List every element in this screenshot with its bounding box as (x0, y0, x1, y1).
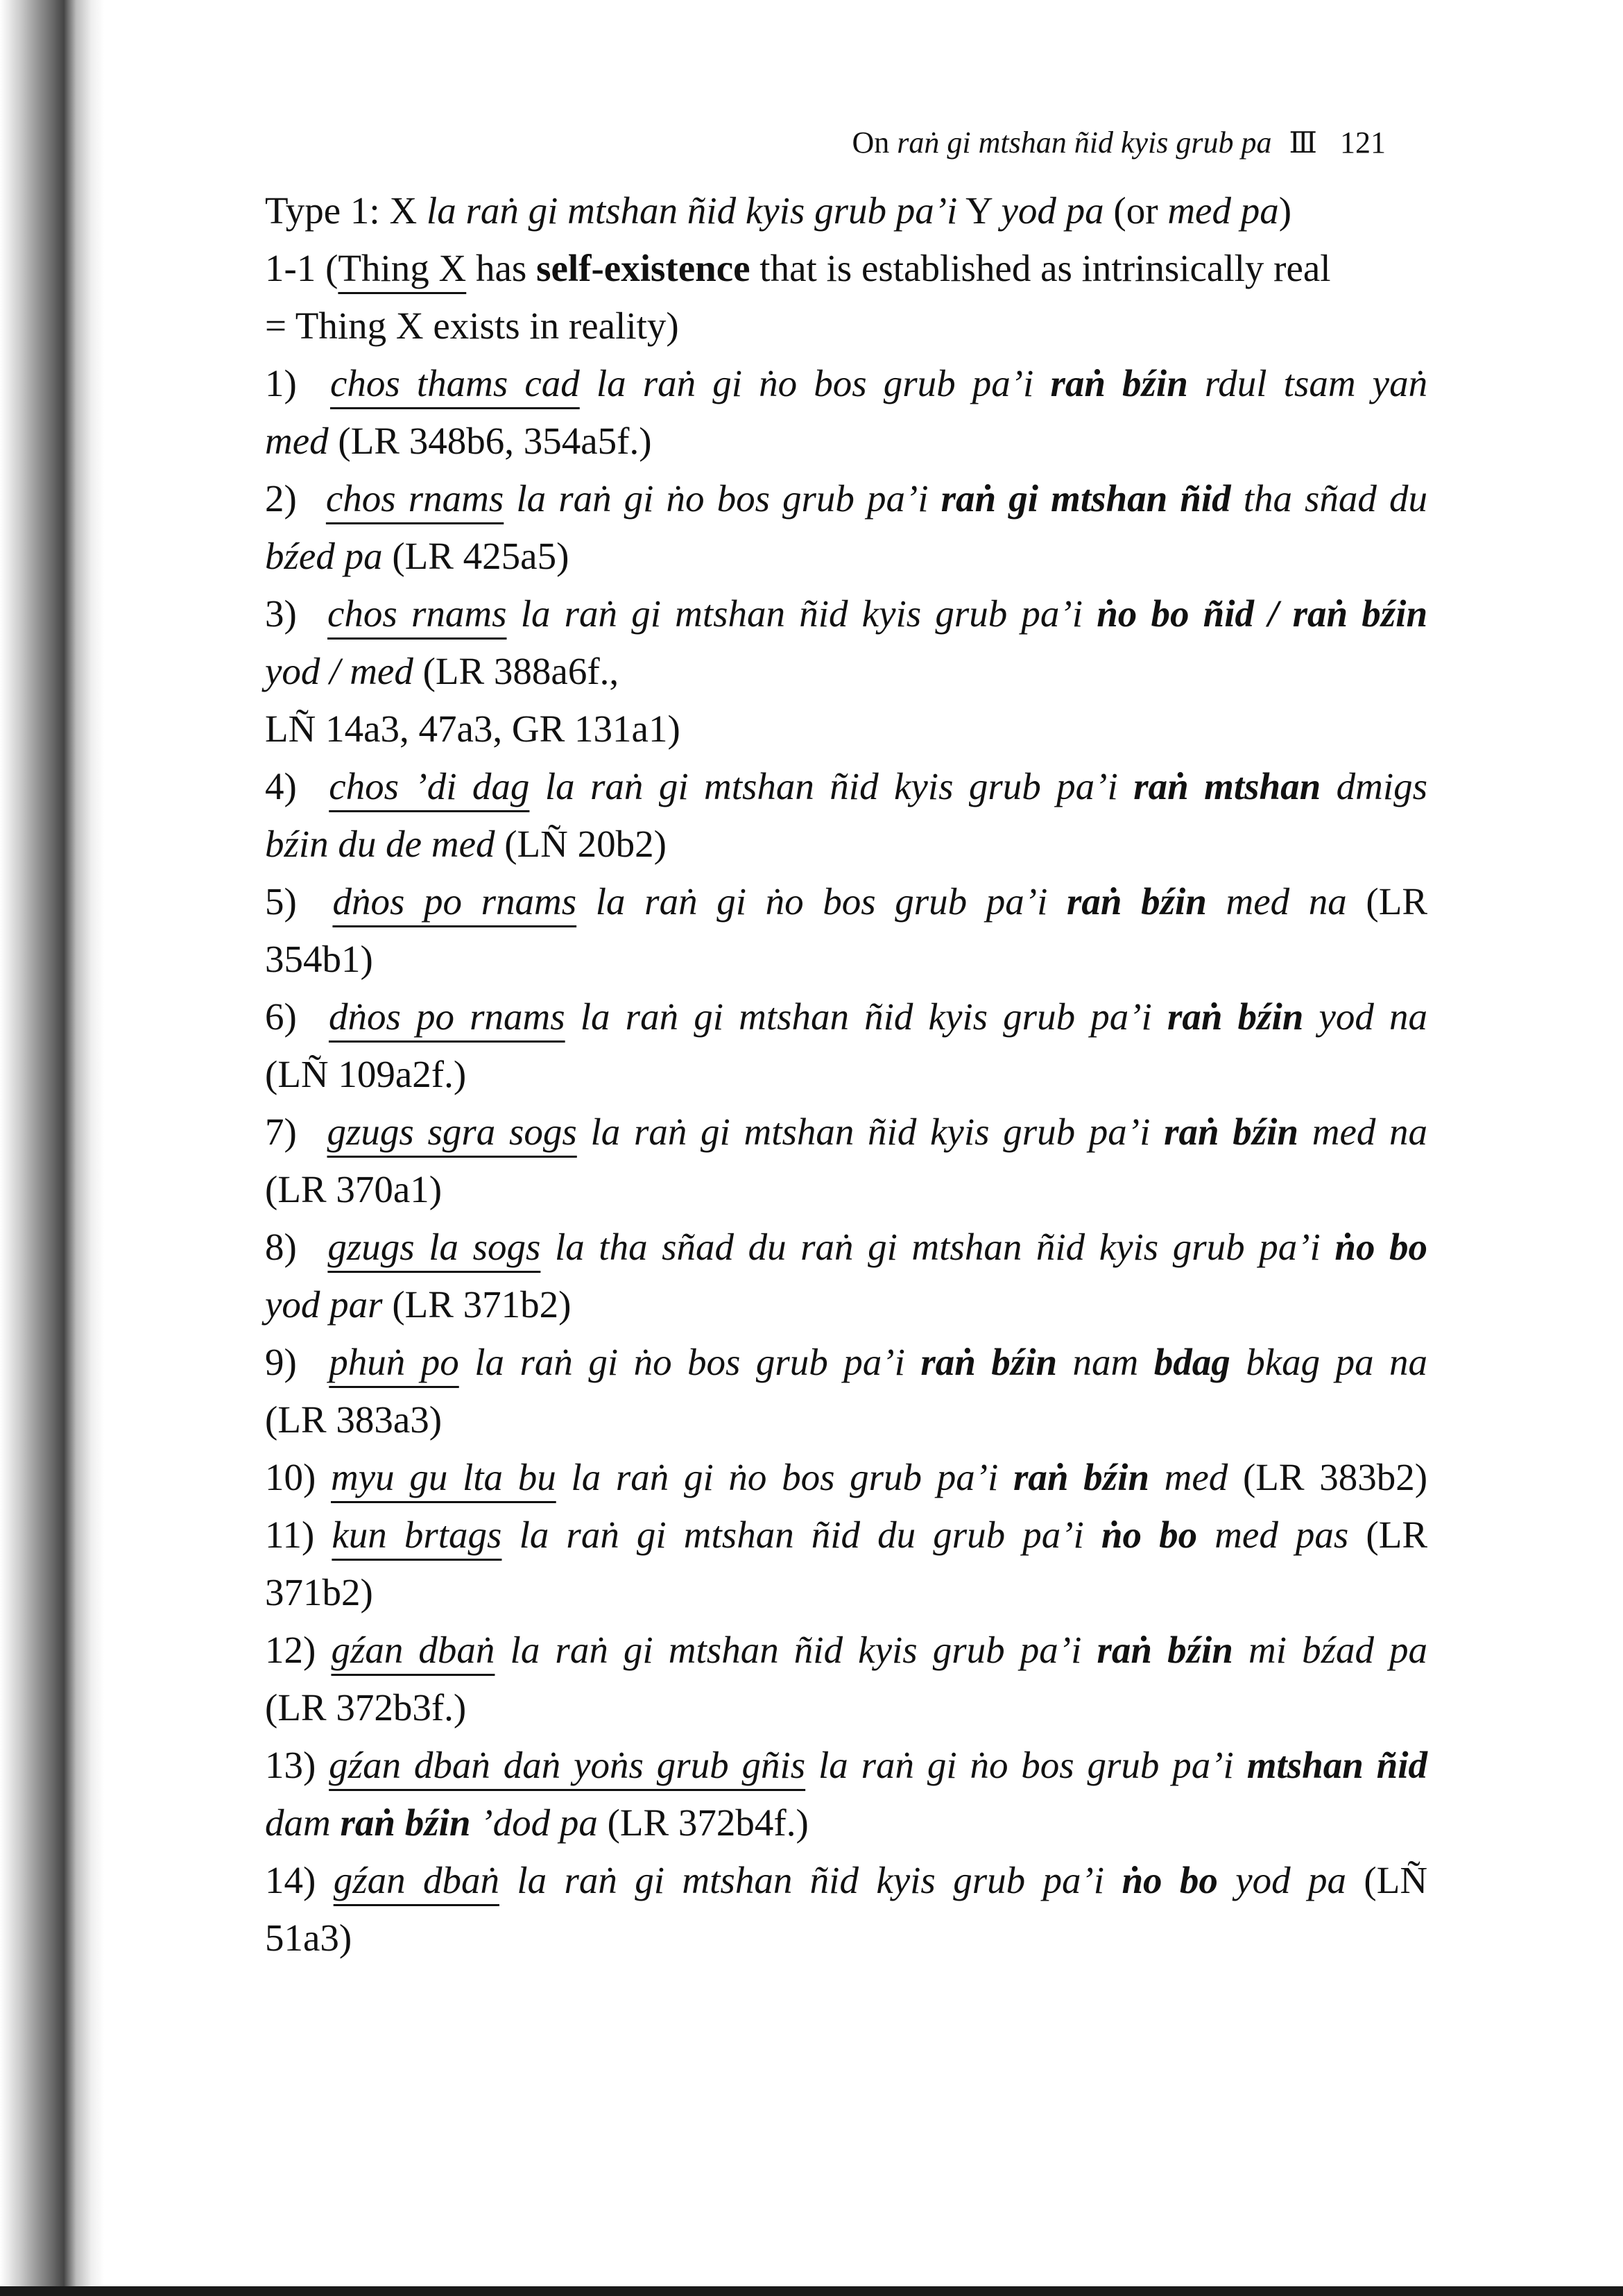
citation: (LR 370a1) (265, 1168, 443, 1210)
subject: gźan dbaṅ (333, 1859, 499, 1901)
citation: (LR 348b6, 354a5f.) (338, 420, 652, 462)
list-item: 14) gźan dbaṅ la raṅ gi mtshan ñid kyis grub pa’i ṅo bo yod pa (LÑ 51a3) (265, 1859, 1428, 1959)
list-item: 6) dṅos po rnams la raṅ gi mtshan ñid kyis grub pa’i raṅ bźin yod na (LÑ 109a2f.) (265, 995, 1427, 1095)
subject: gźan dbaṅ (331, 1629, 495, 1671)
subject: myu gu lta bu (331, 1456, 556, 1498)
list-item: 4) chos ’di dag la raṅ gi mtshan ñid kyis grub pa’i raṅ mtshan dmigs bźin du de med (LÑ 20b2) (265, 765, 1428, 865)
citation: 371b2) (265, 1571, 373, 1613)
subject: chos rnams (327, 592, 507, 635)
subject: phuṅ po (329, 1341, 459, 1383)
citation: (LR 372b3f.) (265, 1686, 467, 1729)
subject: kun brtags (332, 1514, 502, 1556)
citation: 51a3) (265, 1917, 352, 1959)
subject: dṅos po rnams (332, 880, 577, 923)
list-item: 7) gzugs sgra sogs la raṅ gi mtshan ñid kyis grub pa’i raṅ bźin med na (LR 370a1) (265, 1111, 1428, 1210)
list-item: 13) gźan dbaṅ daṅ yoṅs grub gñis la raṅ gi ṅo bos grub pa’i mtshan ñid dam raṅ bźin ’dod pa (LR 372b4f.) (265, 1744, 1428, 1844)
subject: gźan dbaṅ daṅ yoṅs grub gñis (329, 1744, 806, 1786)
citation: (LÑ 20b2) (504, 823, 667, 865)
list-item: 2) chos rnams la raṅ gi ṅo bos grub pa’i raṅ gi mtshan ñid tha sñad du bźed pa (LR 425a5) (265, 477, 1427, 577)
subject: chos thams cad (329, 362, 580, 404)
subheading: 1-1 (Thing X has self-existence that is established as intrinsically real (265, 247, 1331, 289)
page-number: 121 (1340, 126, 1386, 160)
header-prefix: On (852, 126, 890, 160)
book-spine-shadow (0, 0, 104, 2296)
series-mark: Ⅲ (1289, 126, 1317, 160)
citation: (LR 388a6f., (422, 650, 619, 692)
citation: 354b1) (265, 938, 373, 980)
subject: chos rnams (325, 477, 504, 520)
subject: gzugs sgra sogs (327, 1111, 577, 1153)
citation: (LR 383b2) (1242, 1456, 1428, 1498)
list-item: 1) chos thams cad la raṅ gi ṅo bos grub pa’i raṅ bźin rdul tsam yaṅ med (LR 348b6, 354a5f.) (265, 362, 1428, 462)
list-item: 5) dṅos po rnams la raṅ gi ṅo bos grub pa’i raṅ bźin med na (LR 354b1) (265, 880, 1428, 980)
list-item: 9) phuṅ po la raṅ gi ṅo bos grub pa’i raṅ bźin nam bdag bkag pa na (LR 383a3) (265, 1341, 1428, 1441)
running-header (852, 122, 1386, 164)
citation: (LR 372b4f.) (607, 1801, 809, 1844)
citation: LÑ 14a3, 47a3, GR 131a1) (265, 708, 680, 750)
citation: (LR 425a5) (392, 535, 569, 577)
page-body (265, 182, 1427, 1967)
subject: gzugs la sogs (327, 1226, 541, 1268)
list-item: 12) gźan dbaṅ la raṅ gi mtshan ñid kyis grub pa’i raṅ bźin mi bźad pa (LR 372b3f.) (265, 1629, 1428, 1729)
citation: (LR 371b2) (392, 1283, 572, 1326)
subject: dṅos po rnams (328, 995, 565, 1038)
subject: chos ’di dag (329, 765, 530, 807)
citation: (LR 383a3) (265, 1398, 443, 1441)
subheading-continued: = Thing X exists in reality) (265, 305, 679, 347)
list-item: 8) gzugs la sogs la tha sñad du raṅ gi mtshan ñid kyis grub pa’i ṅo bo yod par (LR 371b2) (265, 1226, 1428, 1326)
citation: (LÑ 109a2f.) (265, 1053, 467, 1095)
type-heading: Type 1: X la raṅ gi mtshan ñid kyis grub pa’i Y yod pa (or med pa) (265, 189, 1292, 232)
list-item: 11) kun brtags la raṅ gi mtshan ñid du grub pa’i ṅo bo med pas (LR 371b2) (265, 1514, 1428, 1613)
list-item: 10) myu gu lta bu la raṅ gi ṅo bos grub pa’i raṅ bźin med (LR 383b2) (265, 1456, 1428, 1498)
list-item: 3) chos rnams la raṅ gi mtshan ñid kyis grub pa’i ṅo bo ñid / raṅ bźin yod / med (LR 388a6f., LÑ 14a3, 47a3, GR 131a1) (265, 592, 1428, 750)
header-title: raṅ gi mtshan ñid kyis grub pa (897, 126, 1272, 160)
scan-edge (0, 2286, 1623, 2296)
